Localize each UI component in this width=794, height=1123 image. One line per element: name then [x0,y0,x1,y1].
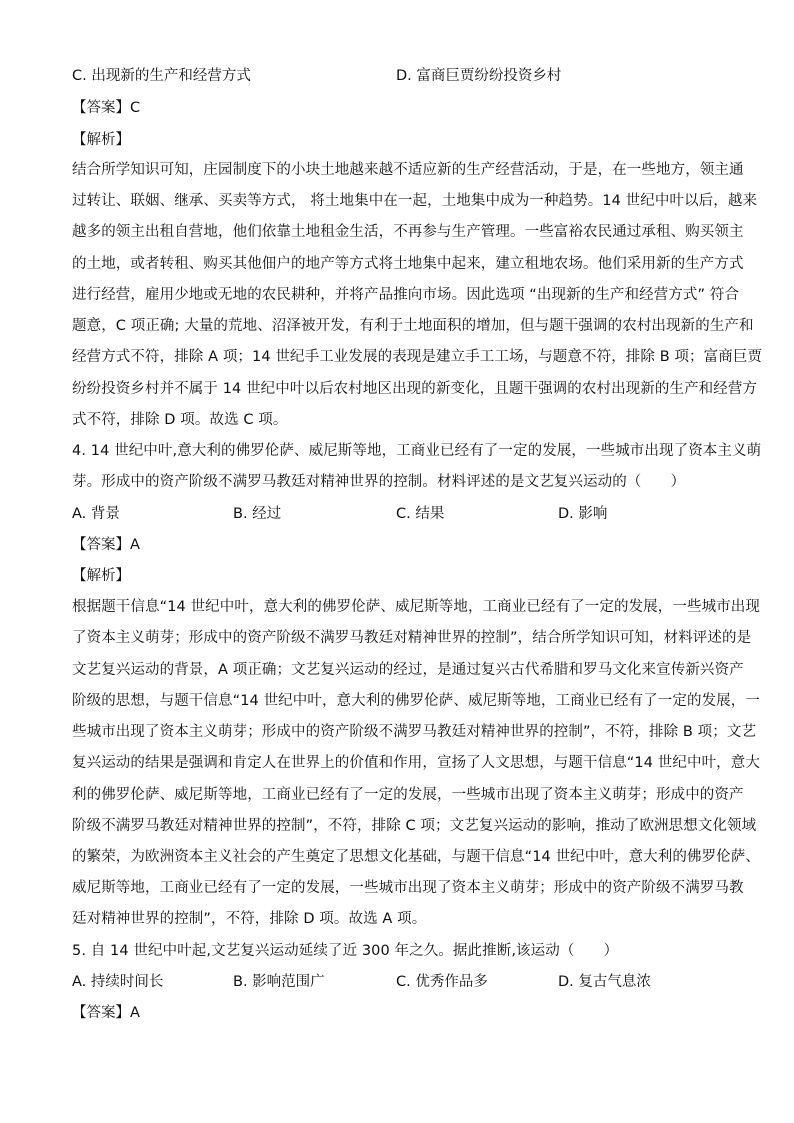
q3-analysis-line: 越多的领主出租自营地，他们依靠土地租金生活，不再参与生产管理。一些富裕农民通过承租、购买领主 [72,224,744,240]
q4-analysis-line: 阶级的思想，与题干信息“14 世纪中叶，意大利的佛罗伦萨、威尼斯等地，工商业已经有了一定的发展，一 [72,693,760,709]
q4-analysis-line: 威尼斯等地，工商业已经有了一定的发展，一些城市出现了资本主义萌芽；形成中的资产阶级不满罗马教 [72,880,744,896]
q3-analysis-line: 结合所学知识可知，庄园制度下的小块土地越来越不适应新的生产经营活动，于是，在一些地方，领主通 [72,162,744,178]
q3-option-c: C. 出现新的生产和经营方式 [72,68,251,84]
q4-option-d: D. 影响 [558,506,608,522]
q3-analysis-line: 进行经营，雇用少地或无地的农民耕种，并将产品推向市场。因此选项 “出现新的生产和经营方式” 符合 [72,287,740,303]
q3-option-d: D. 富商巨贾纷纷投资乡村 [396,68,562,84]
q4-analysis-line: 廷对精神世界的控制”，不符，排除 D 项。故选 A 项。 [72,911,427,927]
q4-option-b: B. 经过 [233,506,282,522]
q5-option-d: D. 复古气息浓 [558,974,651,990]
q4-option-a: A. 背景 [72,506,120,522]
q4-analysis-line: 的繁荣，为欧洲资本主义社会的产生奠定了思想文化基础，与题干信息“14 世纪中叶，意大利的佛罗伦萨、 [72,849,760,865]
q3-analysis-line: 经营方式不符，排除 A 项；14 世纪手工业发展的表现是建立手工工场，与题意不符，排除 B 项；富商巨贾 [72,349,763,365]
q4-analysis-line: 利的佛罗伦萨、威尼斯等地，工商业已经有了一定的发展，一些城市出现了资本主义萌芽；形成中的资产 [72,787,744,803]
q5-option-a: A. 持续时间长 [72,974,164,990]
q5-option-c: C. 优秀作品多 [396,974,488,990]
q3-analysis-line: 的土地，或者转租、购买其他佃户的地产等方式将土地集中起来，建立租地农场。他们采用新的生产方式 [72,256,744,272]
q3-analysis-line: 式不符，排除 D 项。故选 C 项。 [72,412,288,428]
q4-analysis-label: 【解析】 [72,568,130,584]
q4-analysis-line: 阶级不满罗马教廷对精神世界的控制”，不符，排除 C 项；文艺复兴运动的影响，推动了欧洲思想文化领域 [72,818,757,834]
q4-analysis-line: 了资本主义萌芽；形成中的资产阶级不满罗马教廷对精神世界的控制”，结合所学知识可知，材料评述的是 [72,630,752,646]
q3-analysis-line: 题意，C 项正确; 大量的荒地、沼泽被开发，有利于土地面积的增加，但与题干强调的农村出现新的生产和 [72,318,754,334]
q4-option-c: C. 结果 [396,506,445,522]
q4-analysis-line: 文艺复兴运动的背景，A 项正确；文艺复兴运动的经过，是通过复兴古代希腊和罗马文化来宣传新兴资产 [72,662,744,678]
q3-analysis-line: 过转让、联姻、继承、买卖等方式， 将土地集中在一起，土地集中成为一种趋势。14 世纪中叶以后，越来 [72,193,758,209]
q3-analysis-label: 【解析】 [72,132,130,148]
q3-answer: 【答案】C [72,100,141,116]
q4-analysis-line: 些城市出现了资本主义萌芽；形成中的资产阶级不满罗马教廷对精神世界的控制”，不符，排除 B 项；文艺 [72,724,757,740]
q4-stem-line: 4. 14 世纪中叶,意大利的佛罗伦萨、威尼斯等地，工商业已经有了一定的发展，一些城市出现了资本主义萌 [72,443,762,459]
q4-stem-line: 芽。形成中的资产阶级不满罗马教廷对精神世界的控制。材料评述的是文艺复兴运动的（ ） [72,474,686,490]
q4-answer: 【答案】A [72,537,140,553]
q5-stem: 5. 自 14 世纪中叶起,文艺复兴运动延续了近 300 年之久。据此推断,该运动（ ） [72,943,619,959]
q5-answer: 【答案】A [72,1005,140,1021]
q3-analysis-line: 纷纷投资乡村并不属于 14 世纪中叶以后农村地区出现的新变化，且题干强调的农村出现新的生产和经营方 [72,381,758,397]
q4-analysis-line: 根据题干信息“14 世纪中叶，意大利的佛罗伦萨、威尼斯等地，工商业已经有了一定的发展，一些城市出现 [72,599,760,615]
q5-option-b: B. 影响范围广 [233,974,325,990]
q4-analysis-line: 复兴运动的结果是强调和肯定人在世界上的价值和作用，宣扬了人文思想，与题干信息“14 世纪中叶，意大 [72,755,760,771]
